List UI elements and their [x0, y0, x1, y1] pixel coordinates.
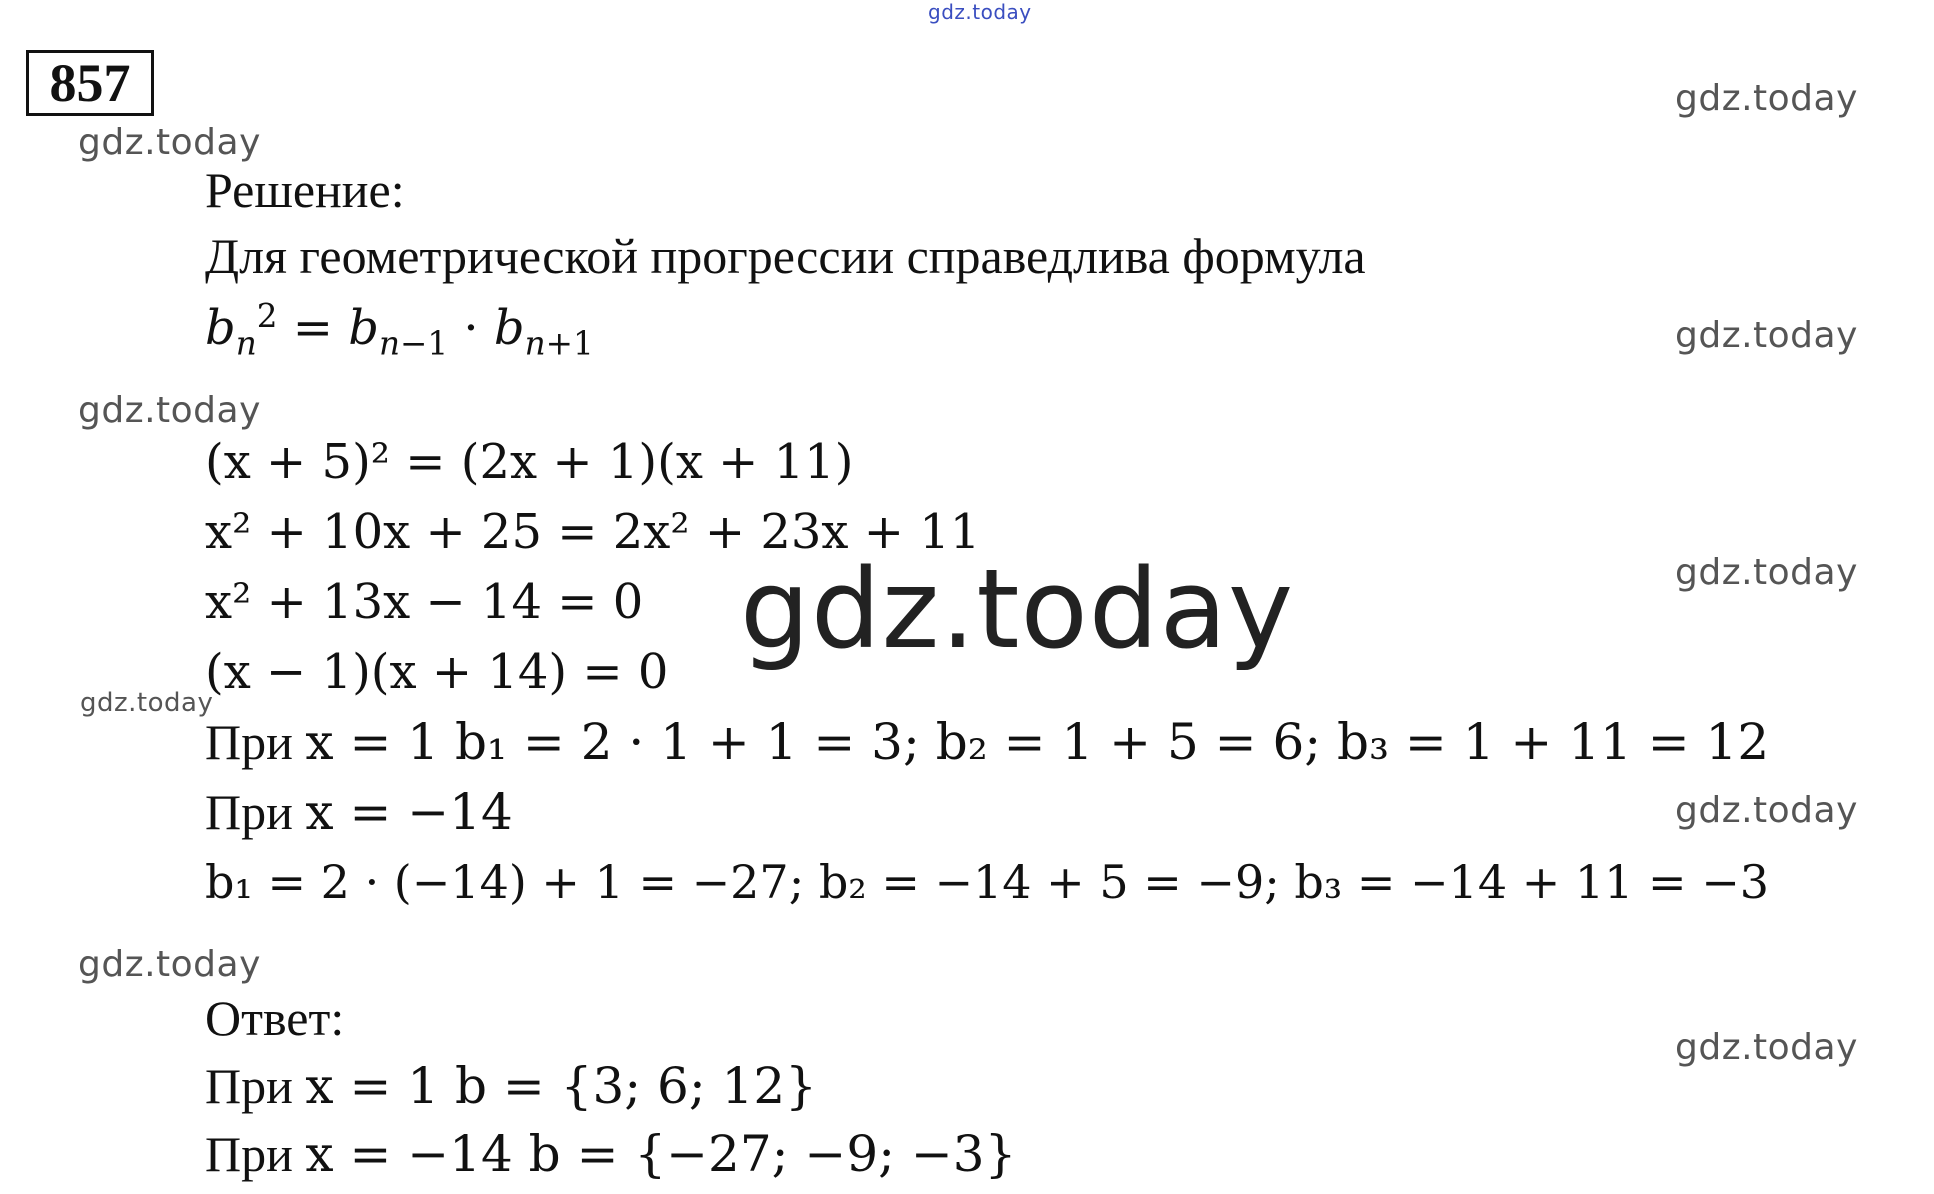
solution-heading: Решение: — [205, 162, 405, 218]
case-1-prefix: При — [205, 714, 293, 770]
case-1-values: x = 1 b₁ = 2 · 1 + 1 = 3; b₂ = 1 + 5 = 6; b₃ = 1 + 11 = 12 — [305, 713, 1770, 771]
answer-line-2-prefix: При — [205, 1126, 293, 1182]
case-2-values: b₁ = 2 · (−14) + 1 = −27; b₂ = −14 + 5 = −9; b₃ = −14 + 11 = −3 — [205, 855, 1769, 909]
equation-1: (x + 5)² = (2x + 1)(x + 11) — [205, 434, 854, 490]
top-watermark: gdz.today — [928, 0, 1032, 24]
solution-intro: Для геометрической прогрессии справедлива формула — [205, 228, 1366, 284]
watermark: gdz.today — [78, 944, 261, 985]
answer-line-1-prefix: При — [205, 1058, 293, 1114]
watermark: gdz.today — [1675, 315, 1858, 356]
watermark: gdz.today — [1675, 1027, 1858, 1068]
equation-2: x² + 10x + 25 = 2x² + 23x + 11 — [205, 504, 981, 560]
answer-heading: Ответ: — [205, 990, 345, 1046]
watermark: gdz.today — [78, 122, 261, 163]
equation-3: x² + 13x − 14 = 0 — [205, 574, 644, 630]
answer-line-2 — [205, 1124, 1016, 1184]
watermark: gdz.today — [1675, 78, 1858, 119]
watermark: gdz.today — [1675, 790, 1858, 831]
formula: $b_n^2 = b_{n-1} \cdot b_{n+1}$ — [205, 297, 594, 363]
equation-4: (x − 1)(x + 14) = 0 — [205, 644, 669, 700]
case-2-prefix: При — [205, 784, 293, 840]
watermark: gdz.today — [80, 688, 214, 718]
case-2-condition: x = −14 — [305, 783, 513, 841]
watermark: gdz.today — [1675, 552, 1858, 593]
case-1 — [205, 712, 1769, 772]
answer-line-1 — [205, 1056, 817, 1116]
answer-line-1-values: x = 1 b = {3; 6; 12} — [305, 1057, 817, 1115]
problem-number: 857 — [26, 50, 154, 116]
answer-line-2-values: x = −14 b = {−27; −9; −3} — [305, 1125, 1017, 1183]
center-watermark: gdz.today — [740, 545, 1295, 673]
watermark: gdz.today — [78, 390, 261, 431]
case-2 — [205, 782, 513, 842]
